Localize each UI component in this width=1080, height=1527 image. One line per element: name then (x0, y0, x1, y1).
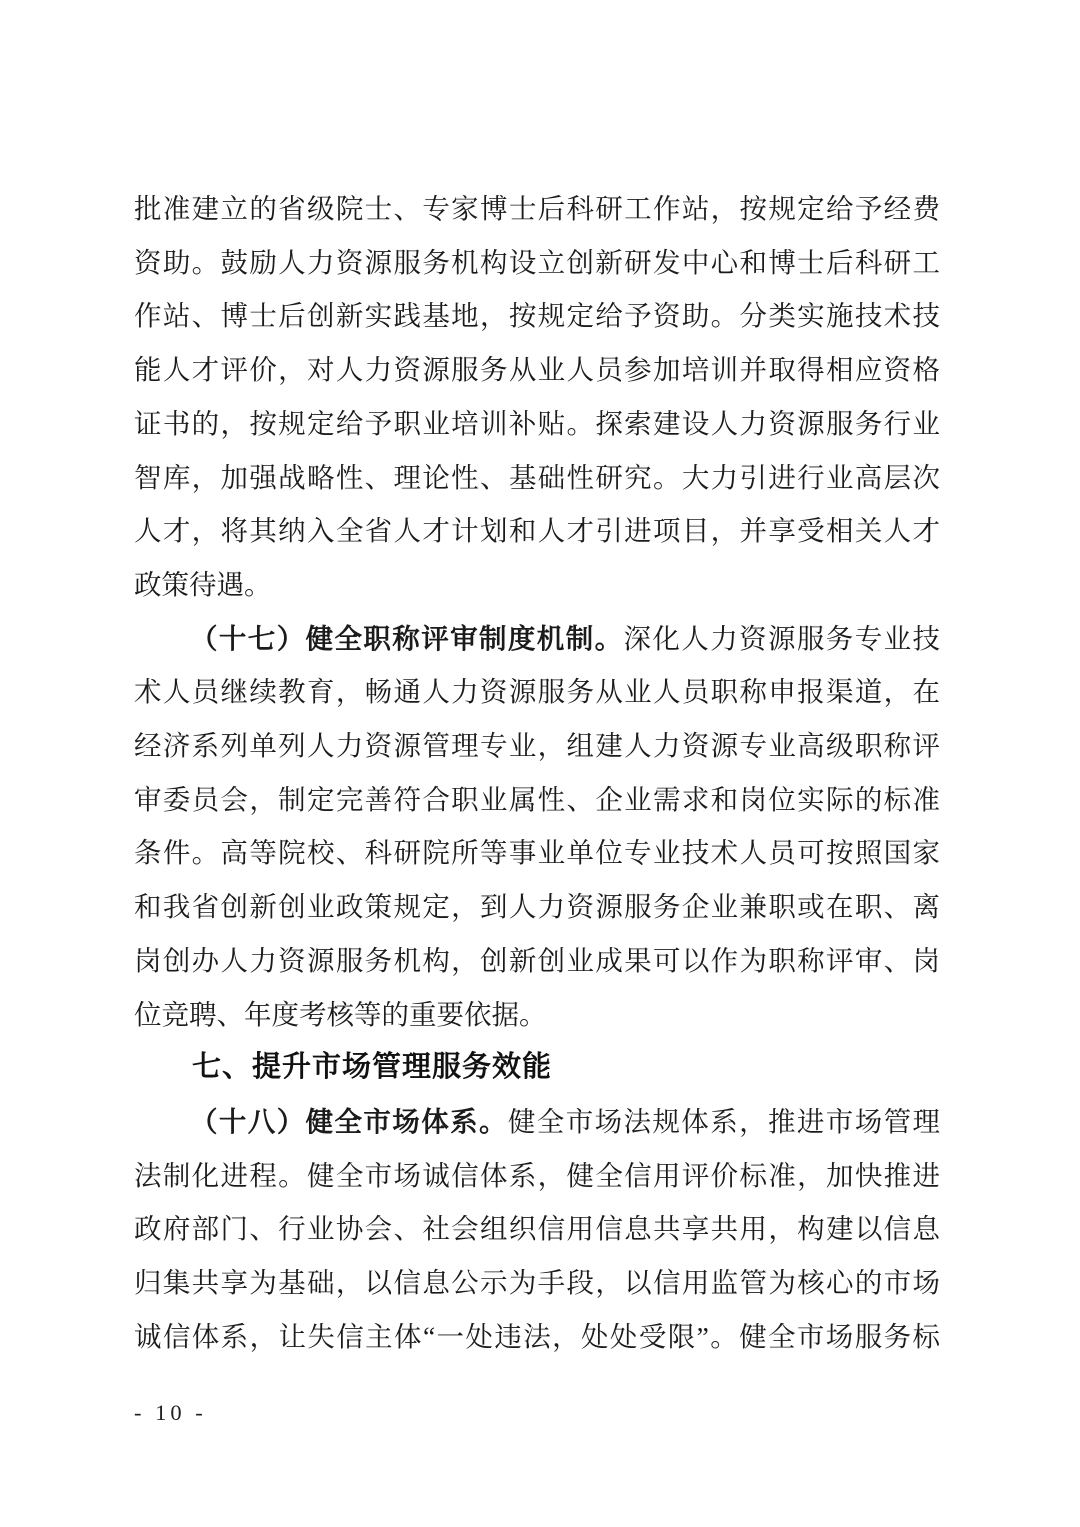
page-number: - 10 - (134, 1400, 207, 1425)
clause-seventeen-text-start: 深化人力资源服务专业技 (623, 622, 940, 654)
clause-eighteen-text-start: 健全市场法规体系，推进市场管理 (507, 1105, 941, 1137)
page-footer (134, 1400, 207, 1426)
body-text-line: 诚信体系，让失信主体“一处违法，处处受限”。健全市场服务标 (134, 1320, 940, 1352)
body-text-line: 岗创办人力资源服务机构，创新创业成果可以作为职称评审、岗 (134, 944, 940, 976)
body-text-line: 智库，加强战略性、理论性、基础性研究。大力引进行业高层次 (134, 461, 940, 493)
body-text-line: 资助。鼓励人力资源服务机构设立创新研发中心和博士后科研工 (134, 246, 940, 278)
body-text-line: 位竞聘、年度考核等的重要依据。 (134, 998, 547, 1030)
body-text-line: 政府部门、行业协会、社会组织信用信息共享共用，构建以信息 (134, 1213, 940, 1245)
body-text-line (134, 1095, 940, 1149)
body-text-line: 条件。高等院校、科研院所等事业单位专业技术人员可按照国家 (134, 837, 940, 869)
body-text-line: 和我省创新创业政策规定，到人力资源服务企业兼职或在职、离 (134, 891, 940, 923)
body-text-line: 人才，将其纳入全省人才计划和人才引进项目，并享受相关人才 (134, 515, 940, 547)
body-text-line: 作站、博士后创新实践基地，按规定给予资助。分类实施技术技 (134, 300, 940, 332)
body-text-line: 审委员会，制定完善符合职业属性、企业需求和岗位实际的标准 (134, 783, 940, 815)
body-text-line (134, 612, 940, 666)
body-text-line: 经济系列单列人力资源管理专业，组建人力资源专业高级职称评 (134, 730, 940, 762)
body-text-line: 能人才评价，对人力资源服务从业人员参加培训并取得相应资格 (134, 354, 940, 386)
body-text-line: 政策待遇。 (134, 568, 272, 600)
section-seven-heading: 七、提升市场管理服务效能 (192, 1051, 553, 1084)
body-text-line: 证书的，按规定给予职业培训补贴。探索建设人力资源服务行业 (134, 407, 940, 439)
body-text-line: 法制化进程。健全市场诚信体系，健全信用评价标准，加快推进 (134, 1159, 940, 1191)
document-body (134, 182, 940, 1363)
body-text-line: 归集共享为基础，以信息公示为手段，以信用监管为核心的市场 (134, 1267, 940, 1299)
body-text-line: 批准建立的省级院士、专家博士后科研工作站，按规定给予经费 (134, 193, 940, 224)
clause-seventeen-heading: （十七）健全职称评审制度机制。 (190, 622, 624, 654)
clause-eighteen-heading: （十八）健全市场体系。 (190, 1105, 508, 1137)
body-text-line: 术人员继续教育，畅通人力资源服务从业人员职称申报渠道，在 (134, 676, 940, 708)
